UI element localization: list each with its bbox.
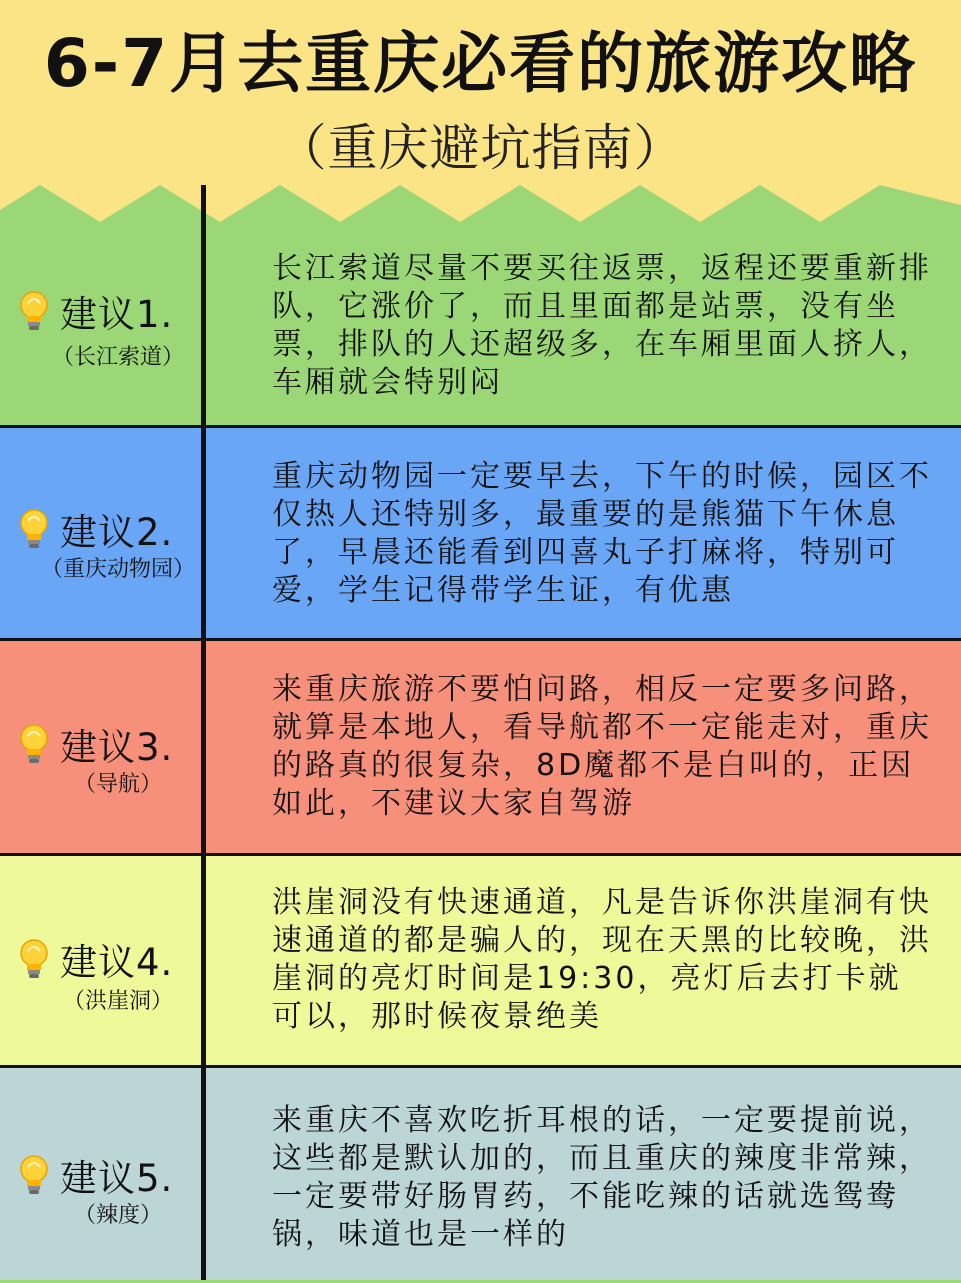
tip-row-4 bbox=[0, 853, 961, 1068]
tip-text-1: 长江索道尽量不要买往返票，返程还要重新排队，它涨价了，而且里面都是站票，没有坐票，排队的人还超级多，在车厢里面人挤人，车厢就会特别闷 bbox=[272, 251, 932, 400]
tip-label-4 bbox=[0, 856, 201, 1071]
lightbulb-icon bbox=[16, 937, 52, 981]
page-subtitle: （重庆避坑指南） bbox=[276, 119, 685, 177]
lightbulb-icon bbox=[16, 722, 52, 766]
tip-text-4: 洪崖洞没有快速通道，凡是告诉你洪崖洞有快速通道的都是骗人的，现在天黑的比较晚，洪崖洞的亮灯时间是19:30，亮灯后去打卡就可以，那时候夜景绝美 bbox=[272, 885, 932, 1034]
page-title: 6-7月去重庆必看的旅游攻略 bbox=[43, 25, 918, 102]
tip-title-3: 建议3. bbox=[60, 726, 174, 769]
tip-topic-3: （导航） bbox=[73, 772, 162, 797]
tip-label-2 bbox=[0, 428, 201, 643]
tip-row-2 bbox=[0, 425, 961, 640]
tip-text-5: 来重庆不喜欢吃折耳根的话，一定要提前说，这些都是默认加的，而且重庆的辣度非常辣，一定要带好肠胃药，不能吃辣的话就选鸳鸯锅，味道也是一样的 bbox=[272, 1103, 932, 1252]
tip-label-1 bbox=[0, 222, 201, 428]
tip-label-3 bbox=[0, 641, 201, 859]
tip-text-2: 重庆动物园一定要早去，下午的时候，园区不仅热人还特别多，最重要的是熊猫下午休息了，早晨还能看到四喜丸子打麻将，特别可爱，学生记得带学生证，有优惠 bbox=[272, 459, 932, 608]
lightbulb-icon bbox=[16, 1153, 52, 1197]
tip-title-5: 建议5. bbox=[60, 1157, 174, 1200]
tip-title-2: 建议2. bbox=[60, 511, 174, 554]
tip-row-3 bbox=[0, 638, 961, 856]
tip-topic-4: （洪崖洞） bbox=[62, 989, 173, 1014]
tip-row-5 bbox=[0, 1065, 961, 1280]
tip-text-3: 来重庆旅游不要怕问路，相反一定要多问路，就算是本地人，看导航都不一定能走对，重庆的路真的很复杂，8D魔都不是白叫的，正因如此，不建议大家自驾游 bbox=[272, 672, 932, 821]
header-banner bbox=[0, 0, 961, 230]
tip-topic-1: （长江索道） bbox=[51, 345, 184, 370]
lightbulb-icon bbox=[16, 289, 52, 333]
tip-title-1: 建议1. bbox=[60, 293, 174, 336]
tip-topic-2: （重庆动物园） bbox=[40, 557, 195, 582]
tip-topic-5: （辣度） bbox=[73, 1203, 162, 1228]
tip-title-4: 建议4. bbox=[60, 941, 174, 984]
tip-label-5 bbox=[0, 1068, 201, 1283]
lightbulb-icon bbox=[16, 507, 52, 551]
tip-row-1 bbox=[0, 222, 961, 428]
column-divider bbox=[201, 185, 206, 1280]
